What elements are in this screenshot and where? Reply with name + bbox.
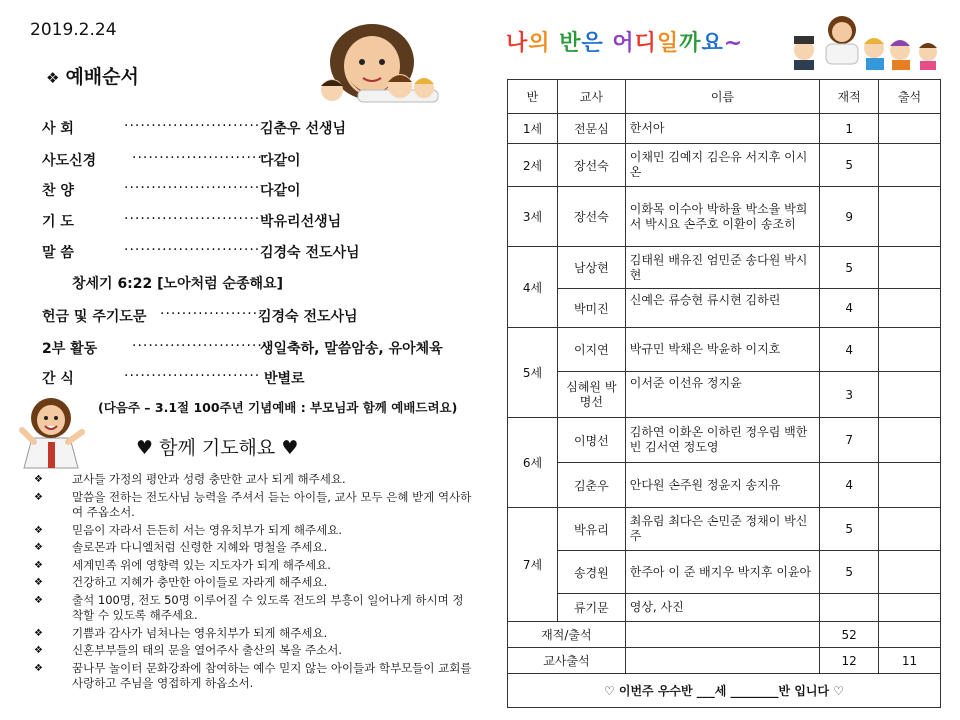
table-row: 7세 박유리 최유림 최다은 손민준 정채이 박신주 5 — [508, 508, 941, 551]
prayer-item: ❖ 출석 100명, 전도 50명 이루어질 수 있도록 전도의 부흥이 일어나게 하시며 정착할 수 있도록 해주세요. — [34, 592, 464, 622]
diamond-bullet-icon: ❖ — [34, 577, 43, 588]
title-glyph: 반 — [559, 31, 582, 56]
bulletin-date: 2019.2.24 — [30, 20, 117, 40]
leader-dots: ························· — [124, 118, 261, 134]
title-glyph: 의 — [528, 31, 551, 56]
leader-dots: ························· — [124, 368, 261, 384]
prayer-item: ❖ 믿음이 자라서 든든히 서는 영유치부가 되게 해주세요. — [34, 522, 342, 537]
table-row: 6세 이명선 김하연 이화온 이하린 정우림 백한빈 김서연 정도영 7 — [508, 418, 941, 463]
leader-dots: ························· — [124, 180, 261, 196]
header-names: 이름 — [625, 80, 819, 114]
prayer-item: ❖ 교사들 가정의 평안과 성령 충만한 교사 되게 해주세요. — [34, 472, 346, 486]
header-teacher: 교사 — [557, 80, 625, 114]
title-glyph: 은 — [581, 31, 604, 56]
title-glyph: 일 — [656, 31, 680, 56]
prayer-item: ❖ 기쁨과 감사가 넘쳐나는 영유치부가 되게 해주세요. — [34, 625, 328, 640]
diamond-bullet-icon: ❖ — [34, 474, 43, 485]
diamond-bullet-icon: ❖ — [34, 542, 43, 553]
best-class-announcement: ♡ 이번주 우수반 ___세 ________반 입니다 ♡ — [508, 674, 941, 708]
diamond-bullet-icon: ❖ — [34, 559, 43, 571]
prayer-item: ❖ 세계민족 위에 영향력 있는 지도자가 되게 해주세요. — [34, 557, 331, 572]
title-glyph: 까 — [679, 31, 702, 56]
best-class-row — [508, 674, 941, 708]
header-attend: 출석 — [879, 80, 941, 114]
table-row: 박미진 신예은 류승현 류시현 김하린 4 — [508, 289, 941, 328]
diamond-bullet-icon: ❖ — [34, 645, 43, 656]
table-row: 5세 이지연 박규민 박채은 박윤하 이지호 4 — [508, 328, 941, 372]
title-glyph: ~ — [723, 31, 744, 56]
prayer-item: ❖ 건강하고 지혜가 충만한 아이들로 자라게 해주세요. — [34, 575, 328, 589]
table-header-row — [508, 80, 941, 114]
table-row: 류기문 영상, 사진 — [508, 594, 941, 622]
table-row: 1세 전문심 한서아 1 — [508, 114, 941, 144]
diamond-bullet-icon: ❖ — [34, 594, 43, 606]
jesus-children-illustration — [172, 20, 444, 102]
table-row: 심혜원 박명선 이서준 이선유 정지윤 3 — [508, 372, 941, 418]
prayer-section-title: ♥ 함께 기도해요 ♥ — [136, 437, 299, 459]
running-jesus-illustration — [12, 392, 90, 470]
prayer-item: ❖ 솔로몬과 다니엘처럼 신령한 지혜와 명철을 주세요. — [34, 540, 328, 554]
prayer-item: ❖ 신혼부부들의 태의 문을 열어주사 출산의 복을 주소서. — [34, 643, 342, 657]
total-row: 재적/출석 52 — [508, 622, 941, 648]
leader-dots: ························· — [124, 211, 261, 227]
leader-dots: ························· — [132, 150, 269, 166]
class-roster-table — [507, 79, 941, 708]
prayer-list — [34, 472, 474, 694]
prayer-item: ❖ 꿈나무 놀이터 문화강좌에 참여하는 예수 믿지 않는 아이들과 학부모들이 교회를 사랑하고 주님을 영접하게 하옵소서. — [34, 660, 472, 690]
worship-order-title: ❖ 예배순서 — [46, 66, 139, 88]
diamond-bullet-icon: ❖ — [34, 627, 43, 639]
diamond-bullet-icon: ❖ — [46, 69, 60, 87]
header-class: 반 — [508, 80, 558, 114]
title-glyph: 디 — [634, 31, 657, 56]
diamond-bullet-icon: ❖ — [34, 524, 43, 536]
table-row: 김춘우 안다원 손주원 정윤지 송지유 4 — [508, 463, 941, 508]
table-row: 2세 장선숙 이채민 김예지 김은유 서지후 이시온 5 — [508, 144, 941, 187]
heart-icon: ♥ — [136, 437, 154, 459]
diamond-bullet-icon: ❖ — [34, 491, 43, 503]
table-row: 3세 장선숙 이화목 이수아 박하율 박소율 박희서 박시요 손주호 이환이 송조히 9 — [508, 187, 941, 247]
leader-dots: ························· — [132, 338, 269, 354]
next-week-note: (다음주 – 3.1절 100주년 기념예배 : 부모님과 함께 예배드려요) — [98, 400, 458, 415]
heart-icon: ♥ — [281, 437, 299, 459]
leader-dots: ··················· — [160, 306, 264, 322]
title-glyph: 나 — [506, 31, 529, 56]
prayer-item: ❖ 말씀을 전하는 전도사님 능력을 주셔서 듣는 아이들, 교사 모두 은혜 받게 역사하여 주옵소서. — [34, 489, 472, 519]
children-group-illustration — [782, 10, 944, 70]
title-glyph: 어 — [612, 31, 635, 56]
classes-title — [506, 26, 743, 57]
teacher-attendance-row: 교사출석 12 11 — [508, 648, 941, 674]
title-glyph — [551, 31, 560, 56]
table-row: 4세 남상현 김태원 배유진 엄민준 송다원 박시현 5 — [508, 247, 941, 289]
diamond-bullet-icon: ❖ — [34, 662, 43, 674]
leader-dots: ························· — [124, 242, 261, 258]
title-glyph: 요 — [701, 31, 724, 56]
table-row: 송경원 한주아 이 준 배지우 박지후 이윤아 5 — [508, 551, 941, 594]
header-enrolled: 재적 — [820, 80, 879, 114]
